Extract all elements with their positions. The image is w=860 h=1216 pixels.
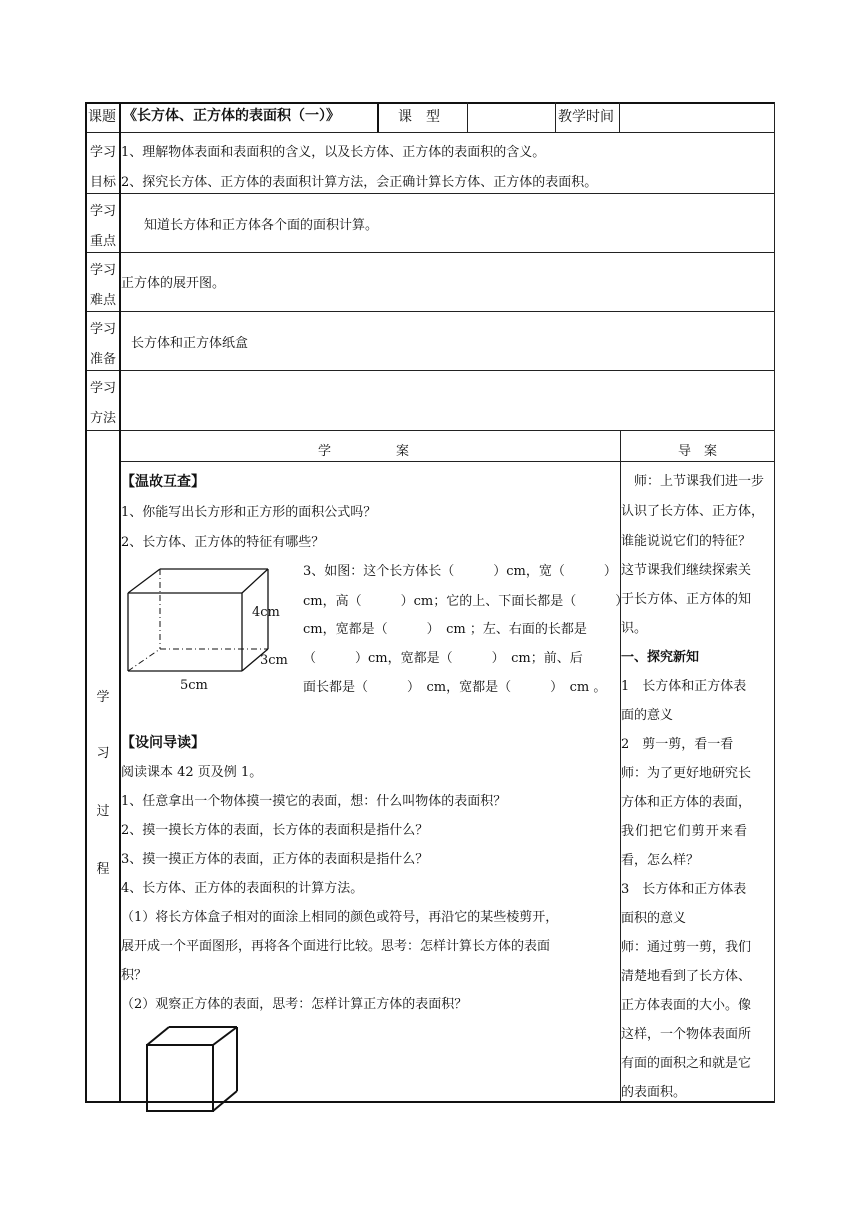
question-3-line: cm，宽都是（ ） cm ；左、右面的长都是 bbox=[303, 622, 587, 637]
question-3-line: （ ）cm，宽都是（ ） cm；前、后 bbox=[303, 651, 583, 666]
guide-line: 清楚地看到了长方体、 bbox=[621, 969, 752, 984]
guide-line: 1 长方体和正方体表 bbox=[621, 679, 747, 694]
row-divider bbox=[85, 132, 775, 133]
row-divider bbox=[85, 193, 775, 194]
review-section-title: 【温故互查】 bbox=[121, 474, 205, 490]
method-label-1: 学习 bbox=[89, 381, 116, 396]
process-label-char: 过 bbox=[96, 804, 110, 819]
guide-line: 认识了长方体、正方体， bbox=[621, 504, 765, 519]
cuboid-width-label: 3cm bbox=[260, 653, 288, 668]
goals-label-1: 学习 bbox=[89, 145, 116, 160]
guided-reading-line: 积？ bbox=[121, 968, 148, 983]
process-label-char: 习 bbox=[96, 746, 110, 761]
preparation-label-2: 准备 bbox=[89, 352, 116, 367]
guided-reading-line: 1、任意拿出一个物体摸一摸它的表面，想：什么叫物体的表面积？ bbox=[121, 794, 507, 809]
review-item: 2、长方体、正方体的特征有哪些？ bbox=[121, 535, 325, 550]
preparation-text: 长方体和正方体纸盒 bbox=[131, 336, 249, 351]
guide-line: 师：为了更好地研究长 bbox=[621, 766, 752, 781]
cuboid-hidden-edge bbox=[128, 649, 160, 671]
header-divider bbox=[377, 102, 379, 132]
question-3-line: 3、如图：这个长方体长（ ）cm，宽（ ） bbox=[303, 564, 617, 579]
cuboid-length-label: 5cm bbox=[180, 678, 208, 693]
guide-line: 看，怎么样？ bbox=[621, 853, 700, 868]
keypoint-text: 知道长方体和正方体各个面的面积计算。 bbox=[144, 218, 379, 233]
study-column-title: 学 案 bbox=[318, 444, 410, 459]
guide-line: 谁能说说它们的特征？ bbox=[621, 534, 752, 549]
cuboid-edge bbox=[242, 569, 268, 593]
guide-line: 面的意义 bbox=[621, 708, 674, 723]
guide-line: 师：通过剪一剪，我们 bbox=[621, 940, 752, 955]
guided-reading-line: （1）将长方体盒子相对的面涂上相同的颜色或符号，再沿它的某些棱剪开， bbox=[121, 910, 559, 925]
cube-edge bbox=[213, 1027, 237, 1045]
header-divider bbox=[555, 102, 556, 132]
type-label: 课 型 bbox=[398, 109, 440, 125]
keypoint-label-1: 学习 bbox=[89, 204, 116, 219]
question-3-line: cm，高（ ）cm；它的上、下面长都是（ ） bbox=[303, 594, 629, 609]
cuboid-height-label: 4cm bbox=[252, 605, 280, 620]
guide-line: 这节课我们继续探索关 bbox=[621, 563, 752, 578]
guided-reading-line: 4、长方体、正方体的表面积的计算方法。 bbox=[121, 881, 364, 896]
topic-title: 《长方体、正方体的表面积（一）》 bbox=[123, 108, 340, 124]
guide-line: 3 长方体和正方体表 bbox=[621, 882, 747, 897]
preparation-label-1: 学习 bbox=[89, 322, 116, 337]
review-item: 1、你能写出长方形和正方形的面积公式吗？ bbox=[121, 505, 377, 520]
guide-line: 方体和正方体的表面， bbox=[621, 795, 752, 810]
table-top-border bbox=[85, 102, 775, 104]
cube-edge bbox=[213, 1091, 237, 1111]
guide-line: 识。 bbox=[621, 621, 648, 636]
guided-reading-line: 阅读课本 42 页及例 1。 bbox=[121, 765, 263, 780]
guided-reading-title: 【设问导读】 bbox=[121, 735, 205, 751]
row-divider bbox=[120, 461, 775, 462]
difficulty-label-2: 难点 bbox=[89, 293, 116, 308]
table-left-border bbox=[85, 102, 87, 1103]
method-label-2: 方法 bbox=[89, 411, 116, 426]
guide-line: 我 们 把 它 们 剪 开 来 看 bbox=[621, 824, 746, 839]
guide-line: 这样，一个物体表面所 bbox=[621, 1027, 752, 1042]
guided-reading-line: 3、摸一摸正方体的表面，正方体的表面积是指什么？ bbox=[121, 852, 429, 867]
time-label: 教学时间 bbox=[558, 109, 614, 125]
cube-front-face bbox=[147, 1045, 213, 1111]
topic-label: 课题 bbox=[88, 109, 116, 125]
cuboid-figure bbox=[122, 565, 322, 695]
guide-line: 师：上节课我们进一步 bbox=[621, 474, 765, 489]
header-divider bbox=[467, 102, 468, 132]
cuboid-edge bbox=[128, 569, 160, 593]
guide-line: 面积的意义 bbox=[621, 911, 687, 926]
goals-label-2: 目标 bbox=[89, 175, 116, 190]
process-label-char: 程 bbox=[96, 862, 110, 877]
header-divider bbox=[619, 102, 620, 132]
row-divider bbox=[85, 311, 775, 312]
row-divider bbox=[85, 370, 775, 371]
guide-line: 2 剪一剪，看一看 bbox=[621, 737, 734, 752]
guide-line: 有面的面积之和就是它 bbox=[621, 1056, 752, 1071]
guide-line: 的表面积。 bbox=[621, 1085, 687, 1100]
guided-reading-line: 展开成一个平面图形，再将各个面进行比较。思考：怎样计算长方体的表面 bbox=[121, 939, 551, 954]
row-divider bbox=[85, 252, 775, 253]
difficulty-text: 正方体的展开图。 bbox=[121, 276, 226, 291]
process-label-char: 学 bbox=[96, 690, 110, 705]
cube-figure bbox=[145, 1025, 245, 1115]
guide-line: 于长方体、正方体的知 bbox=[621, 592, 752, 607]
guided-reading-line: （2）观察正方体的表面，思考：怎样计算正方体的表面积？ bbox=[121, 997, 468, 1012]
table-right-border bbox=[774, 102, 775, 1103]
goal-item-2: 2、探究长方体、正方体的表面积计算方法，会正确计算长方体、正方体的表面积。 bbox=[121, 175, 598, 190]
difficulty-label-1: 学习 bbox=[89, 263, 116, 278]
guide-line: 正方体表面的大小。像 bbox=[621, 998, 752, 1013]
guide-column-title: 导 案 bbox=[678, 444, 718, 459]
cube-edge bbox=[147, 1027, 169, 1045]
guided-reading-line: 2、摸一摸长方体的表面，长方体的表面积是指什么？ bbox=[121, 823, 429, 838]
question-3-line: 面长都是（ ） cm，宽都是（ ） cm 。 bbox=[303, 680, 607, 695]
keypoint-label-2: 重点 bbox=[89, 234, 116, 249]
goal-item-1: 1、理解物体表面和表面积的含义，以及长方体、正方体的表面积的含义。 bbox=[121, 145, 546, 160]
guide-heading: 一、探究新知 bbox=[621, 650, 700, 665]
row-divider bbox=[85, 430, 775, 431]
